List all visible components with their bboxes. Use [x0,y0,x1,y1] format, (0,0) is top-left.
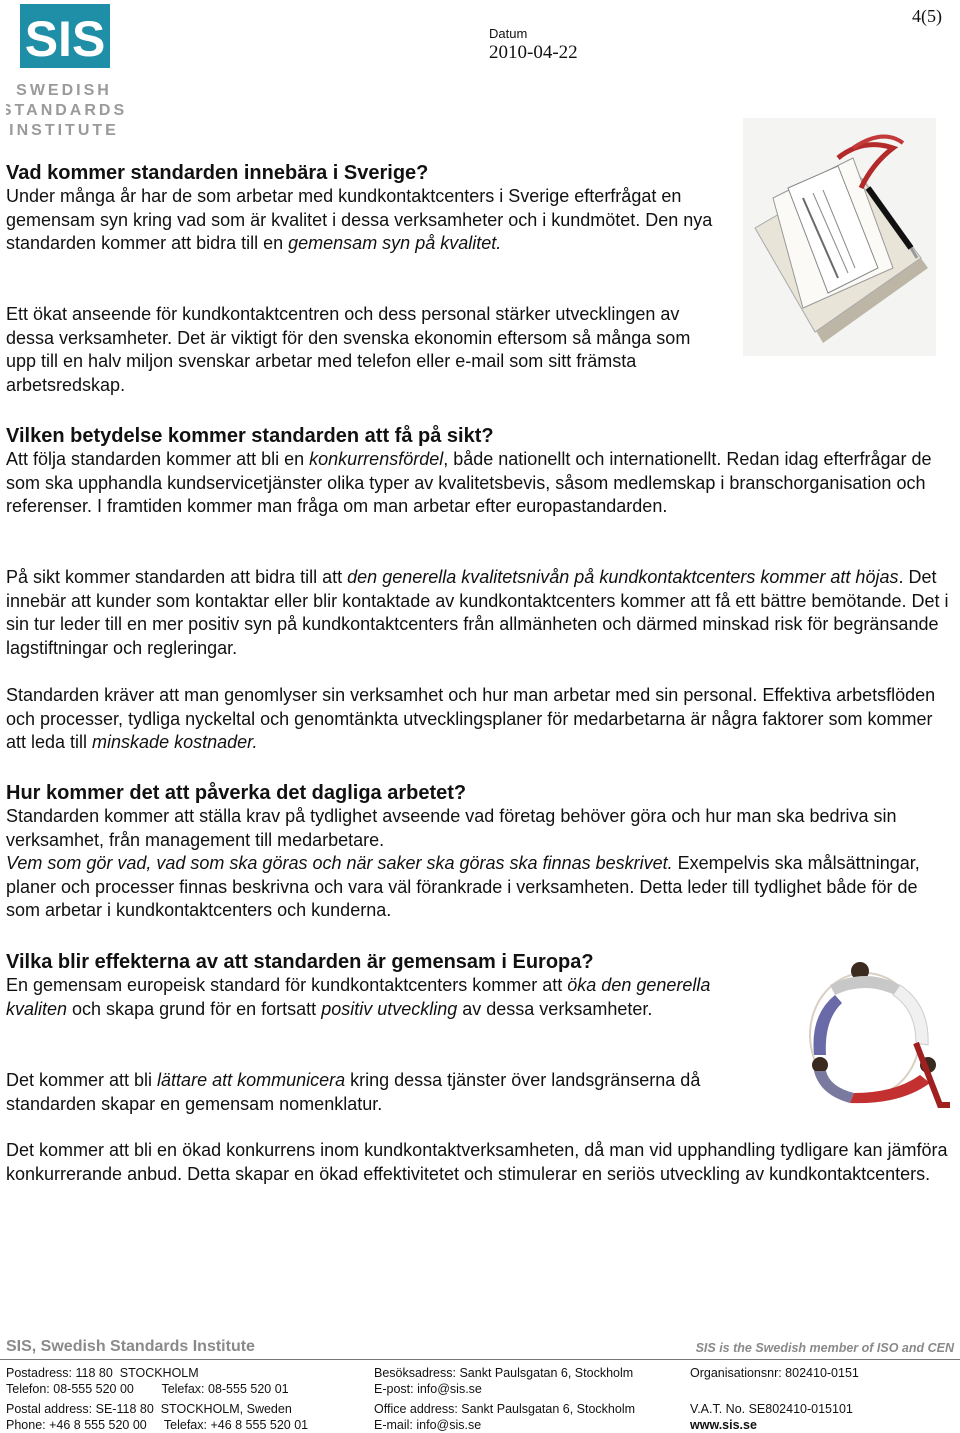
certificates-pen-photo [743,118,936,356]
footer-visit-block-en: Office address: Sankt Paulsgatan 6, Stockholm E-mail: info@sis.se [374,1402,636,1432]
section-heading: Vilken betydelse kommer standarden att få på sikt? [6,425,494,447]
date-label: Datum [489,26,528,41]
paragraph: Ett ökat anseende för kundkontaktcentren och dess personal stärker utvecklingen av dessa verksamheter. Det är viktigt för den svenska ekonomin eftersom så många som upp till en halv miljon svenskar arbetar med telefon eller e-mail som sitt främsta arbetsredskap. [6,304,691,395]
paragraph: Det kommer att bli en ökad konkurrens inom kundkontaktverksamheten, då man vid upphandling tydligare kan jämföra konkurrerande anbud. Detta skapar en ökad effektivitetet och stimulerar en seriös utveckling av kundkontaktcenters. [6,1140,948,1184]
section-europe [6,950,736,1021]
paragraph: En gemensam europeisk standard för kundkontaktcenters kommer att öka den generella kvaliten och skapa grund för en fortsatt positiv utveckling av dessa verksamheter. [6,975,711,1019]
logo-text-line1: SWEDISH [16,82,112,99]
footer-divider [0,1359,960,1360]
footer-vat-block: V.A.T. No. SE802410-015101 www.sis.se [690,1402,853,1432]
paragraph: Standarden kräver att man genomlyser sin verksamhet och hur man arbetar med sin personal. Effektiva arbetsflöden och processer, tydliga nyckeltal och genomtänkta utvecklingsplaner för medarbetarna är några faktorer som kommer att leda till minskade kostnader. [6,685,936,752]
footer-tagline: SIS is the Swedish member of ISO and CEN [695,1341,954,1355]
page-number: 4(5) [912,6,942,26]
paragraph: På sikt kommer standarden att bidra till att den generella kvalitetsnivån på kundkontaktcenters kommer att höjas. Det innebär att kunder som kontaktar eller blir kontaktade av kundkontaktcenters kommer att få ett bättre bemötande. Det i sin tur leder till en mer positiv syn på kundkontaktcenters från allmänheten och därmed minskad risk för begränsande lagstiftningar och regleringar. [6,567,949,658]
footer-visit-block: Besöksadress: Sankt Paulsgatan 6, Stockholm E-post: info@sis.se [374,1366,634,1396]
section-heading: Vilka blir effekterna av att standarden är gemensam i Europa? [6,951,594,973]
paragraph: Vem som gör vad, vad som ska göras och när saker ska göras ska finnas beskrivet. Exempelvis ska målsättningar, planer och processer finnas beskrivna och vara väl förankrade i verksamheten. Detta leder till tydlighet både för de som arbetar i kundkontaktcenters och kunderna. [6,853,920,920]
logo-text-line2: STANDARDS [6,102,124,119]
paragraph: Standarden kommer att ställa krav på tydlighet avseende vad företag behöver göra och hur man ska bedriva sin verksamhet, från management till medarbetare. [6,806,897,850]
footer-org-number: Organisationsnr: 802410-0151 [690,1366,859,1380]
people-forming-letter-photo [790,955,955,1115]
logo-mark-text: SIS [24,11,106,67]
section-heading: Vad kommer standarden innebära i Sverige? [6,162,429,184]
section-daily-work [6,781,954,923]
paragraph: Det kommer att bli lättare att kommunicera kring dessa tjänster över landsgränserna då standarden skapar en gemensam nomenklatur. [6,1070,701,1114]
website-link[interactable]: www.sis.se [690,1418,757,1432]
section-sweden [6,161,718,256]
section-long-term [6,424,954,519]
section-heading: Hur kommer det att påverka det dagliga arbetet? [6,782,467,804]
footer-postal-block-en: Postal address: SE-118 80 STOCKHOLM, Sweden Phone: +46 8 555 520 00 Telefax: +46 8 555 520 01 [6,1402,309,1432]
logo-text-line3: INSTITUTE [9,122,119,139]
footer-org-name: SIS, Swedish Standards Institute [6,1338,255,1355]
date-value: 2010-04-22 [489,42,578,63]
sis-logo [6,4,124,139]
paragraph: Under många år har de som arbetar med kundkontaktcenters i Sverige efterfrågat en gemensam syn kring vad som är kvalitet i dessa verksamheter och i kundmötet. Den nya standarden kommer att bidra till en gemensam syn på kvalitet. [6,186,713,253]
paragraph: Att följa standarden kommer att bli en konkurrensfördel, både nationellt och internationellt. Redan idag efterfrågar de som ska upphandla kundservicetjänster olika typer av kvalitetsbevis, såsom medlemskap i branschorganisation och referenser. I framtiden kommer man fråga om man arbetar efter europastandarden. [6,449,932,516]
footer-postal-block: Postadress: 118 80 STOCKHOLM Telefon: 08-555 520 00 Telefax: 08-555 520 01 [6,1366,289,1396]
